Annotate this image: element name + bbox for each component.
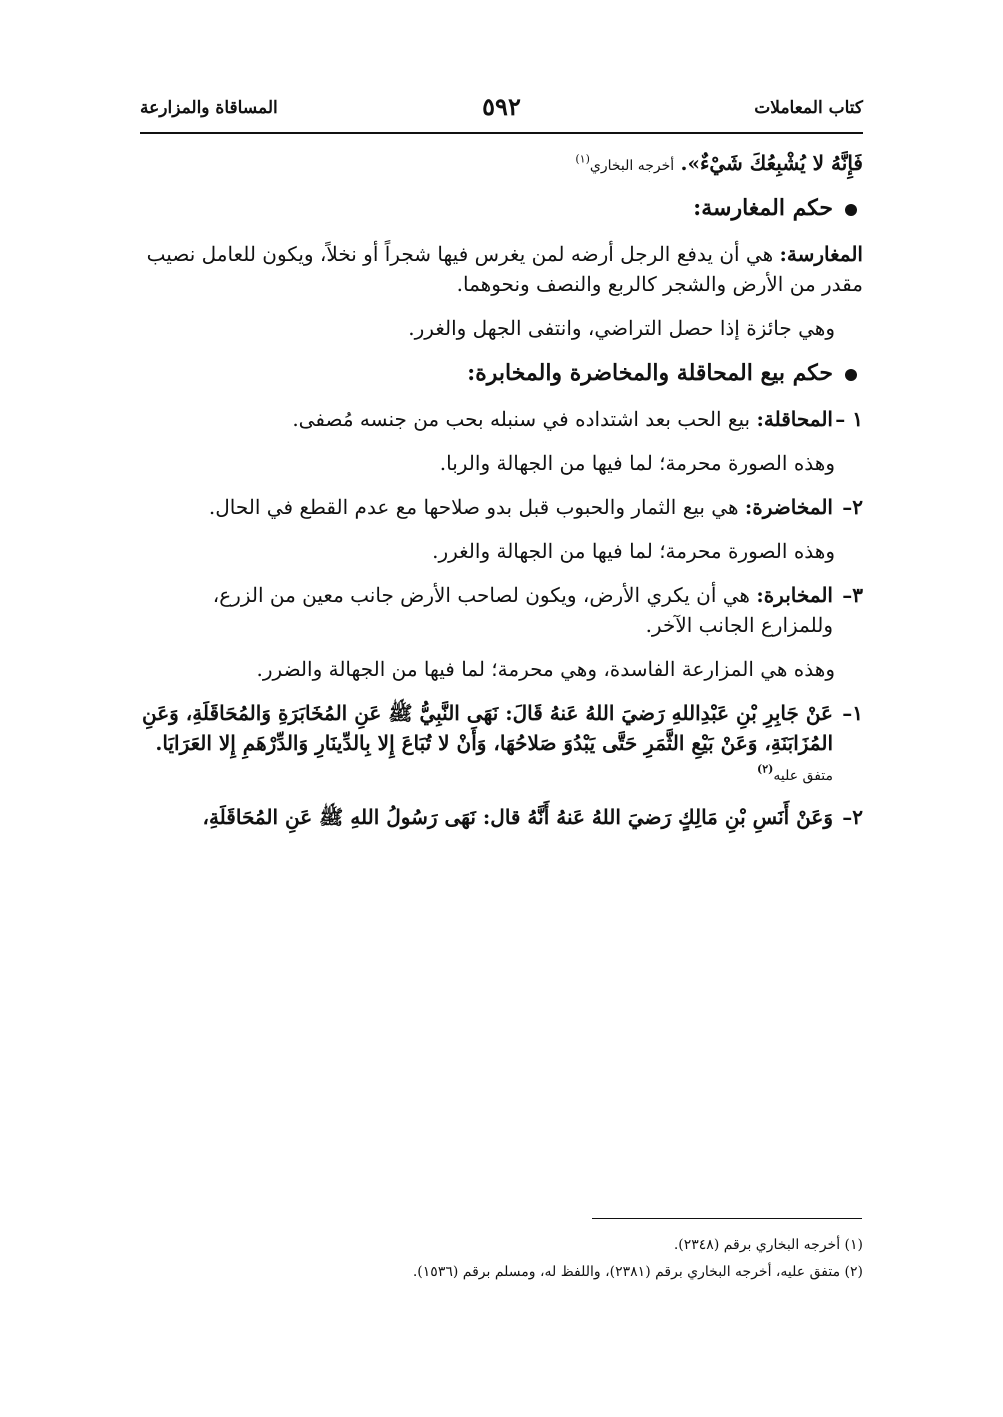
item-text: هي بيع الثمار والحبوب قبل بدو صلاحها مع عدم القطع في الحال. [208,495,739,519]
hadith-text: وَعَنْ أَنَسِ بْنِ مَالِكٍ رَضيَ اللهُ عَنهُ أَنَّهُ قال: نَهَى رَسُولُ اللهِ ﷺ عَنِ المُحَاقَلَةِ، [202,805,833,829]
chapter-title: المساقاة والمزارعة [140,98,278,118]
item-term: المخاضرة: [744,495,833,519]
quote-source: أخرجه البخاري [589,158,675,174]
item-number: ١ – [835,407,863,431]
footnote: (٢) متفق عليه، أخرجه البخاري برقم (٢٣٨١)، واللفظ له، ومسلم برقم (١٥٣٦). [412,1263,863,1280]
item-term: المحاقلة: [756,407,833,431]
ruling-paragraph: وهي جائزة إذا حصل التراضي، وانتفى الجهل والغرر. [408,316,835,340]
section-heading-gharasa [140,192,863,225]
item-note: وهذه الصورة محرمة؛ لما فيها من الجهالة والربا. [439,451,835,475]
hadith-item [140,698,863,788]
item-note: وهذه الصورة محرمة؛ لما فيها من الجهالة والغرر. [432,539,835,563]
footnote: (١) أخرجه البخاري برقم (٢٣٤٨). [673,1237,863,1253]
definition-text: هي أن يدفع الرجل أرضه لمن يغرس فيها شجراً أو نخلاً، ويكون للعامل نصيب مقدر من الأرض والشجر كالربع والنصف ونحوهما. [146,242,863,296]
section-heading-sales [140,357,863,390]
footnote-rule [592,1218,862,1219]
heading-text: حكم المغارسة: [693,195,833,221]
hadith-number: ١– [842,701,863,725]
footnotes [140,1232,863,1285]
item-note: وهذه هي المزارعة الفاسدة، وهي محرمة؛ لما فيها من الجهالة والضرر. [256,657,835,681]
list-item [140,580,863,640]
item-number: ٣– [842,583,863,607]
quote-text: فَإِنَّهُ لا يُشْبِعُكَ شَيْءٌ». [680,151,863,175]
definition-term: المغارسة: [779,242,863,266]
bullet-icon [845,204,857,216]
item-number: ٢– [842,495,863,519]
bullet-icon [845,369,857,381]
hadith-text: عَنْ جَابِرِ بْنِ عَبْدِاللهِ رَضيَ اللهُ عَنهُ قَالَ: نَهَى النَّبِيُّ ﷺ عَنِ المُخَابَرَةِ وَالمُحَاقَلَةِ، وَعَنِ المُزَابَنَةِ، وَعَنْ بَيْعِ الثَّمَرِ حَتَّى يَبْدُوَ صَلاحُهَا، وَأَنْ لا تُبَاعَ إِلا بِالدِّينَارِ وَالدِّرْهَمِ إِلا العَرَايَا. [141,701,833,755]
header-rule [140,132,863,134]
hadith-number: ٢– [842,805,863,829]
page-body [140,148,863,832]
hadith-source: متفق عليه [773,768,833,784]
list-item [140,492,863,522]
book-title: كتاب المعاملات [754,98,863,118]
item-text: هي أن يكري الأرض، ويكون لصاحب الأرض جانب معين من الزرع، وللمزارع الجانب الآخر. [212,583,833,637]
hadith-item [140,802,863,832]
item-text: بيع الحب بعد اشتداده في سنبله بحب من جنسه مُصفى. [292,407,751,431]
page-number: ٥٩٢ [482,92,521,121]
footnote-ref-2: (٢) [756,762,774,776]
heading-text: حكم بيع المحاقلة والمخاضرة والمخابرة: [467,360,833,386]
footnote-ref-1: (١) [575,152,590,166]
list-item [140,404,863,434]
definition-paragraph [140,239,863,299]
quote-line [140,148,863,178]
item-term: المخابرة: [756,583,833,607]
page-header [140,92,863,132]
